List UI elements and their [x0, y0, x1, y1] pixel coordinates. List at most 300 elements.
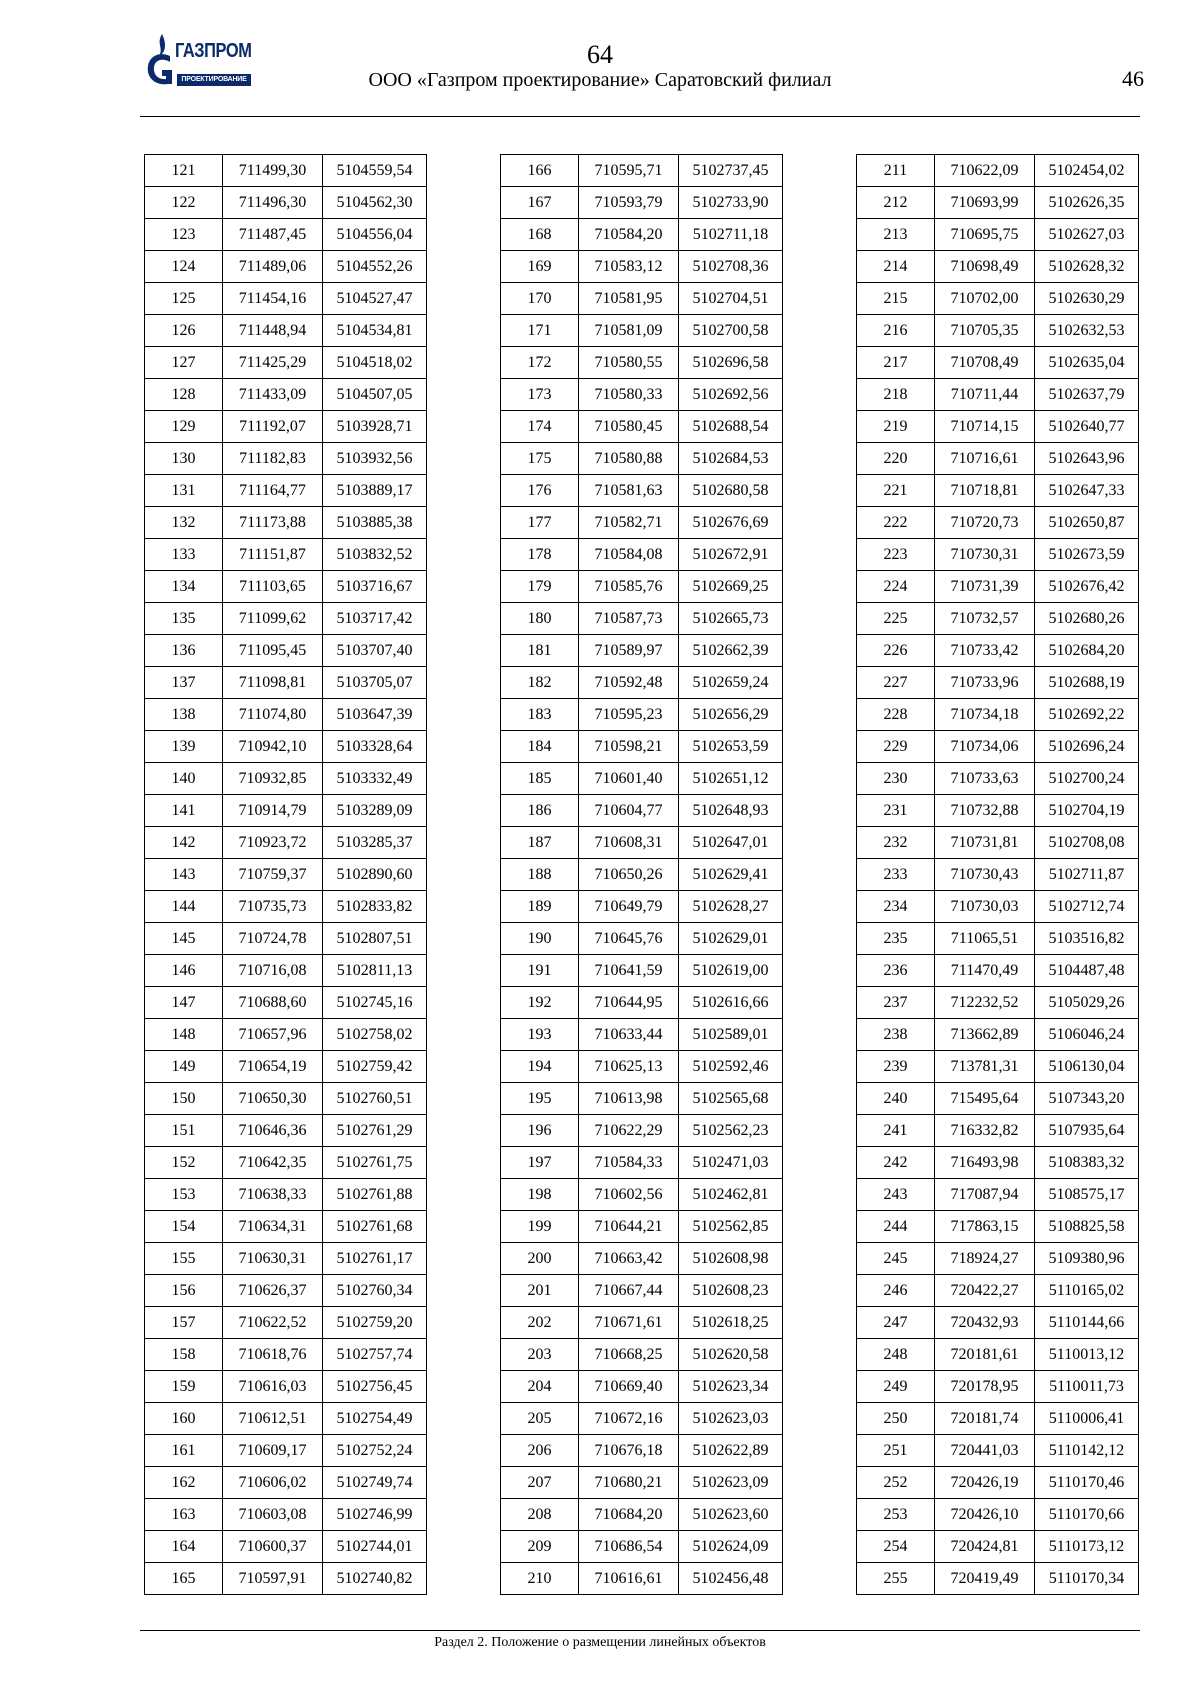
point-number-cell: 219 [857, 411, 935, 443]
x-coordinate-cell: 710593,79 [579, 187, 679, 219]
point-number-cell: 243 [857, 1179, 935, 1211]
y-coordinate-cell: 5110173,12 [1035, 1531, 1139, 1563]
table-row [857, 1307, 1139, 1339]
point-number-cell: 124 [145, 251, 223, 283]
point-number-cell: 218 [857, 379, 935, 411]
table-row [857, 731, 1139, 763]
x-coordinate-cell: 710582,71 [579, 507, 679, 539]
x-coordinate-cell: 710676,18 [579, 1435, 679, 1467]
x-coordinate-cell: 711489,06 [223, 251, 323, 283]
point-number-cell: 224 [857, 571, 935, 603]
point-number-cell: 200 [501, 1243, 579, 1275]
point-number-cell: 179 [501, 571, 579, 603]
x-coordinate-cell: 710601,40 [579, 763, 679, 795]
point-number-cell: 157 [145, 1307, 223, 1339]
x-coordinate-cell: 710606,02 [223, 1467, 323, 1499]
x-coordinate-cell: 710932,85 [223, 763, 323, 795]
x-coordinate-cell: 710597,91 [223, 1563, 323, 1595]
x-coordinate-cell: 716332,82 [935, 1115, 1035, 1147]
header-divider [140, 116, 1140, 117]
table-row [501, 1307, 783, 1339]
point-number-cell: 232 [857, 827, 935, 859]
y-coordinate-cell: 5102676,69 [679, 507, 783, 539]
x-coordinate-cell: 715495,64 [935, 1083, 1035, 1115]
y-coordinate-cell: 5102635,04 [1035, 347, 1139, 379]
x-coordinate-cell: 710603,08 [223, 1499, 323, 1531]
table-row [145, 1435, 427, 1467]
y-coordinate-cell: 5107935,64 [1035, 1115, 1139, 1147]
table-row [857, 1499, 1139, 1531]
x-coordinate-cell: 710711,44 [935, 379, 1035, 411]
table-row [145, 1275, 427, 1307]
y-coordinate-cell: 5102653,59 [679, 731, 783, 763]
y-coordinate-cell: 5103928,71 [323, 411, 427, 443]
y-coordinate-cell: 5110144,66 [1035, 1307, 1139, 1339]
table-row [857, 539, 1139, 571]
x-coordinate-cell: 710604,77 [579, 795, 679, 827]
x-coordinate-cell: 710630,31 [223, 1243, 323, 1275]
logo-wordmark: ГАЗПРОМ [175, 40, 252, 62]
x-coordinate-cell: 711065,51 [935, 923, 1035, 955]
x-coordinate-cell: 711151,87 [223, 539, 323, 571]
x-coordinate-cell: 720419,49 [935, 1563, 1035, 1595]
x-coordinate-cell: 720426,10 [935, 1499, 1035, 1531]
point-number-cell: 198 [501, 1179, 579, 1211]
y-coordinate-cell: 5102749,74 [323, 1467, 427, 1499]
point-number-cell: 167 [501, 187, 579, 219]
point-number-cell: 209 [501, 1531, 579, 1563]
y-coordinate-cell: 5103516,82 [1035, 923, 1139, 955]
x-coordinate-cell: 710626,37 [223, 1275, 323, 1307]
y-coordinate-cell: 5102680,26 [1035, 603, 1139, 635]
table-row [145, 571, 427, 603]
table-row [501, 795, 783, 827]
point-number-cell: 252 [857, 1467, 935, 1499]
y-coordinate-cell: 5110170,66 [1035, 1499, 1139, 1531]
point-number-cell: 234 [857, 891, 935, 923]
table-row [501, 1531, 783, 1563]
table-row [145, 763, 427, 795]
table-row [145, 539, 427, 571]
table-row [501, 1147, 783, 1179]
y-coordinate-cell: 5102626,35 [1035, 187, 1139, 219]
x-coordinate-cell: 710581,95 [579, 283, 679, 315]
x-coordinate-cell: 710644,21 [579, 1211, 679, 1243]
y-coordinate-cell: 5110142,12 [1035, 1435, 1139, 1467]
y-coordinate-cell: 5102700,24 [1035, 763, 1139, 795]
y-coordinate-cell: 5102454,02 [1035, 155, 1139, 187]
point-number-cell: 122 [145, 187, 223, 219]
table-row [501, 1051, 783, 1083]
x-coordinate-cell: 711192,07 [223, 411, 323, 443]
point-number-cell: 215 [857, 283, 935, 315]
point-number-cell: 249 [857, 1371, 935, 1403]
point-number-cell: 180 [501, 603, 579, 635]
y-coordinate-cell: 5103932,56 [323, 443, 427, 475]
x-coordinate-cell: 710671,61 [579, 1307, 679, 1339]
table-row [145, 1083, 427, 1115]
table-row [145, 603, 427, 635]
x-coordinate-cell: 710622,52 [223, 1307, 323, 1339]
table-row [857, 315, 1139, 347]
x-coordinate-cell: 710731,39 [935, 571, 1035, 603]
x-coordinate-cell: 710914,79 [223, 795, 323, 827]
table-row [501, 443, 783, 475]
point-number-cell: 141 [145, 795, 223, 827]
x-coordinate-cell: 711454,16 [223, 283, 323, 315]
y-coordinate-cell: 5102761,75 [323, 1147, 427, 1179]
x-coordinate-cell: 710608,31 [579, 827, 679, 859]
x-coordinate-cell: 710714,15 [935, 411, 1035, 443]
x-coordinate-cell: 710645,76 [579, 923, 679, 955]
table-row [501, 539, 783, 571]
x-coordinate-cell: 710693,99 [935, 187, 1035, 219]
x-coordinate-cell: 711182,83 [223, 443, 323, 475]
y-coordinate-cell: 5108575,17 [1035, 1179, 1139, 1211]
x-coordinate-cell: 710618,76 [223, 1339, 323, 1371]
y-coordinate-cell: 5102662,39 [679, 635, 783, 667]
table-row [145, 507, 427, 539]
table-row [145, 347, 427, 379]
x-coordinate-cell: 710622,29 [579, 1115, 679, 1147]
y-coordinate-cell: 5102651,12 [679, 763, 783, 795]
point-number-cell: 250 [857, 1403, 935, 1435]
point-number-cell: 241 [857, 1115, 935, 1147]
y-coordinate-cell: 5104552,26 [323, 251, 427, 283]
x-coordinate-cell: 710730,03 [935, 891, 1035, 923]
table-row [857, 667, 1139, 699]
x-coordinate-cell: 710634,31 [223, 1211, 323, 1243]
x-coordinate-cell: 710680,21 [579, 1467, 679, 1499]
sheet-number: 46 [1122, 66, 1144, 91]
table-row [501, 1083, 783, 1115]
table-row [145, 283, 427, 315]
table-row [857, 219, 1139, 251]
table-row [857, 1435, 1139, 1467]
y-coordinate-cell: 5103285,37 [323, 827, 427, 859]
point-number-cell: 133 [145, 539, 223, 571]
coordinates-table-2 [500, 154, 783, 1595]
x-coordinate-cell: 710718,81 [935, 475, 1035, 507]
y-coordinate-cell: 5110013,12 [1035, 1339, 1139, 1371]
point-number-cell: 204 [501, 1371, 579, 1403]
table-row [145, 859, 427, 891]
logo-subtitle: ПРОЕКТИРОВАНИЕ [177, 74, 251, 86]
table-row [501, 1499, 783, 1531]
x-coordinate-cell: 710733,42 [935, 635, 1035, 667]
y-coordinate-cell: 5103832,52 [323, 539, 427, 571]
point-number-cell: 248 [857, 1339, 935, 1371]
point-number-cell: 221 [857, 475, 935, 507]
x-coordinate-cell: 710686,54 [579, 1531, 679, 1563]
table-row [501, 283, 783, 315]
x-coordinate-cell: 710616,03 [223, 1371, 323, 1403]
point-number-cell: 206 [501, 1435, 579, 1467]
table-row [145, 187, 427, 219]
x-coordinate-cell: 720432,93 [935, 1307, 1035, 1339]
y-coordinate-cell: 5102708,08 [1035, 827, 1139, 859]
table-row [857, 635, 1139, 667]
table-row [501, 219, 783, 251]
point-number-cell: 216 [857, 315, 935, 347]
table-row [501, 411, 783, 443]
y-coordinate-cell: 5102684,20 [1035, 635, 1139, 667]
x-coordinate-cell: 710612,51 [223, 1403, 323, 1435]
x-coordinate-cell: 711098,81 [223, 667, 323, 699]
y-coordinate-cell: 5103647,39 [323, 699, 427, 731]
footer-divider [140, 1630, 1140, 1631]
table-row [857, 1179, 1139, 1211]
table-row [501, 251, 783, 283]
point-number-cell: 188 [501, 859, 579, 891]
y-coordinate-cell: 5102623,34 [679, 1371, 783, 1403]
point-number-cell: 161 [145, 1435, 223, 1467]
x-coordinate-cell: 710622,09 [935, 155, 1035, 187]
y-coordinate-cell: 5104518,02 [323, 347, 427, 379]
y-coordinate-cell: 5102630,29 [1035, 283, 1139, 315]
point-number-cell: 128 [145, 379, 223, 411]
y-coordinate-cell: 5102647,01 [679, 827, 783, 859]
point-number-cell: 184 [501, 731, 579, 763]
table-row [857, 1147, 1139, 1179]
point-number-cell: 239 [857, 1051, 935, 1083]
y-coordinate-cell: 5102680,58 [679, 475, 783, 507]
x-coordinate-cell: 710581,09 [579, 315, 679, 347]
y-coordinate-cell: 5102628,27 [679, 891, 783, 923]
page-number: 64 [587, 40, 613, 69]
table-row [857, 795, 1139, 827]
x-coordinate-cell: 711487,45 [223, 219, 323, 251]
x-coordinate-cell: 710613,98 [579, 1083, 679, 1115]
y-coordinate-cell: 5107343,20 [1035, 1083, 1139, 1115]
x-coordinate-cell: 710598,21 [579, 731, 679, 763]
y-coordinate-cell: 5102712,74 [1035, 891, 1139, 923]
x-coordinate-cell: 710584,33 [579, 1147, 679, 1179]
table-row [145, 1499, 427, 1531]
table-row [857, 251, 1139, 283]
point-number-cell: 193 [501, 1019, 579, 1051]
y-coordinate-cell: 5104507,05 [323, 379, 427, 411]
y-coordinate-cell: 5102757,74 [323, 1339, 427, 1371]
point-number-cell: 150 [145, 1083, 223, 1115]
y-coordinate-cell: 5102589,01 [679, 1019, 783, 1051]
table-row [857, 1275, 1139, 1307]
table-row [857, 1339, 1139, 1371]
table-row [145, 1179, 427, 1211]
table-row [501, 1243, 783, 1275]
y-coordinate-cell: 5110165,02 [1035, 1275, 1139, 1307]
table-row [145, 1403, 427, 1435]
x-coordinate-cell: 710585,76 [579, 571, 679, 603]
point-number-cell: 192 [501, 987, 579, 1019]
point-number-cell: 181 [501, 635, 579, 667]
point-number-cell: 131 [145, 475, 223, 507]
x-coordinate-cell: 710638,33 [223, 1179, 323, 1211]
point-number-cell: 149 [145, 1051, 223, 1083]
y-coordinate-cell: 5102565,68 [679, 1083, 783, 1115]
table-row [857, 859, 1139, 891]
point-number-cell: 195 [501, 1083, 579, 1115]
table-row [145, 955, 427, 987]
x-coordinate-cell: 710672,16 [579, 1403, 679, 1435]
table-row [857, 1243, 1139, 1275]
point-number-cell: 132 [145, 507, 223, 539]
table-row [857, 507, 1139, 539]
y-coordinate-cell: 5102761,29 [323, 1115, 427, 1147]
point-number-cell: 242 [857, 1147, 935, 1179]
table-row [145, 1115, 427, 1147]
table-row [857, 1371, 1139, 1403]
table-row [145, 731, 427, 763]
table-row [857, 1019, 1139, 1051]
x-coordinate-cell: 710584,20 [579, 219, 679, 251]
table-row [501, 763, 783, 795]
point-number-cell: 123 [145, 219, 223, 251]
point-number-cell: 185 [501, 763, 579, 795]
y-coordinate-cell: 5103328,64 [323, 731, 427, 763]
point-number-cell: 201 [501, 1275, 579, 1307]
y-coordinate-cell: 5102632,53 [1035, 315, 1139, 347]
y-coordinate-cell: 5102471,03 [679, 1147, 783, 1179]
y-coordinate-cell: 5102623,03 [679, 1403, 783, 1435]
x-coordinate-cell: 710602,56 [579, 1179, 679, 1211]
x-coordinate-cell: 711164,77 [223, 475, 323, 507]
point-number-cell: 152 [145, 1147, 223, 1179]
x-coordinate-cell: 720181,74 [935, 1403, 1035, 1435]
x-coordinate-cell: 710657,96 [223, 1019, 323, 1051]
y-coordinate-cell: 5102744,01 [323, 1531, 427, 1563]
point-number-cell: 227 [857, 667, 935, 699]
x-coordinate-cell: 710716,61 [935, 443, 1035, 475]
table-row [857, 955, 1139, 987]
y-coordinate-cell: 5102456,48 [679, 1563, 783, 1595]
point-number-cell: 129 [145, 411, 223, 443]
x-coordinate-cell: 710716,08 [223, 955, 323, 987]
point-number-cell: 171 [501, 315, 579, 347]
point-number-cell: 163 [145, 1499, 223, 1531]
x-coordinate-cell: 720424,81 [935, 1531, 1035, 1563]
point-number-cell: 177 [501, 507, 579, 539]
point-number-cell: 170 [501, 283, 579, 315]
point-number-cell: 197 [501, 1147, 579, 1179]
x-coordinate-cell: 710583,12 [579, 251, 679, 283]
table-row [501, 891, 783, 923]
y-coordinate-cell: 5104562,30 [323, 187, 427, 219]
table-row [501, 923, 783, 955]
y-coordinate-cell: 5102752,24 [323, 1435, 427, 1467]
x-coordinate-cell: 711095,45 [223, 635, 323, 667]
y-coordinate-cell: 5102620,58 [679, 1339, 783, 1371]
x-coordinate-cell: 710580,45 [579, 411, 679, 443]
table-row [501, 1211, 783, 1243]
table-row [501, 379, 783, 411]
point-number-cell: 194 [501, 1051, 579, 1083]
table-row [501, 859, 783, 891]
x-coordinate-cell: 710580,33 [579, 379, 679, 411]
y-coordinate-cell: 5104534,81 [323, 315, 427, 347]
x-coordinate-cell: 710581,63 [579, 475, 679, 507]
table-row [501, 667, 783, 699]
y-coordinate-cell: 5102623,60 [679, 1499, 783, 1531]
point-number-cell: 173 [501, 379, 579, 411]
x-coordinate-cell: 710942,10 [223, 731, 323, 763]
y-coordinate-cell: 5102623,09 [679, 1467, 783, 1499]
x-coordinate-cell: 710650,26 [579, 859, 679, 891]
y-coordinate-cell: 5102759,42 [323, 1051, 427, 1083]
point-number-cell: 220 [857, 443, 935, 475]
table-row [145, 891, 427, 923]
point-number-cell: 199 [501, 1211, 579, 1243]
table-row [857, 411, 1139, 443]
point-number-cell: 228 [857, 699, 935, 731]
table-row [501, 315, 783, 347]
table-row [857, 987, 1139, 1019]
x-coordinate-cell: 710663,42 [579, 1243, 679, 1275]
table-row [857, 155, 1139, 187]
table-row [145, 1531, 427, 1563]
point-number-cell: 213 [857, 219, 935, 251]
table-row [857, 1211, 1139, 1243]
y-coordinate-cell: 5102688,54 [679, 411, 783, 443]
x-coordinate-cell: 711499,30 [223, 155, 323, 187]
point-number-cell: 205 [501, 1403, 579, 1435]
point-number-cell: 186 [501, 795, 579, 827]
point-number-cell: 203 [501, 1339, 579, 1371]
y-coordinate-cell: 5110011,73 [1035, 1371, 1139, 1403]
table-row [145, 379, 427, 411]
table-row [501, 1435, 783, 1467]
table-row [145, 827, 427, 859]
y-coordinate-cell: 5102890,60 [323, 859, 427, 891]
x-coordinate-cell: 710633,44 [579, 1019, 679, 1051]
y-coordinate-cell: 5102688,19 [1035, 667, 1139, 699]
point-number-cell: 223 [857, 539, 935, 571]
y-coordinate-cell: 5102761,17 [323, 1243, 427, 1275]
x-coordinate-cell: 720441,03 [935, 1435, 1035, 1467]
y-coordinate-cell: 5102669,25 [679, 571, 783, 603]
x-coordinate-cell: 718924,27 [935, 1243, 1035, 1275]
x-coordinate-cell: 711099,62 [223, 603, 323, 635]
x-coordinate-cell: 710730,43 [935, 859, 1035, 891]
table-row [501, 1179, 783, 1211]
y-coordinate-cell: 5102628,32 [1035, 251, 1139, 283]
point-number-cell: 226 [857, 635, 935, 667]
x-coordinate-cell: 710668,25 [579, 1339, 679, 1371]
table-row [145, 795, 427, 827]
table-row [145, 1243, 427, 1275]
table-row [857, 187, 1139, 219]
table-row [145, 1307, 427, 1339]
table-row [857, 283, 1139, 315]
point-number-cell: 136 [145, 635, 223, 667]
point-number-cell: 175 [501, 443, 579, 475]
y-coordinate-cell: 5102619,00 [679, 955, 783, 987]
x-coordinate-cell: 710734,06 [935, 731, 1035, 763]
point-number-cell: 125 [145, 283, 223, 315]
x-coordinate-cell: 710695,75 [935, 219, 1035, 251]
x-coordinate-cell: 710732,57 [935, 603, 1035, 635]
table-row [501, 1403, 783, 1435]
point-number-cell: 245 [857, 1243, 935, 1275]
y-coordinate-cell: 5102737,45 [679, 155, 783, 187]
x-coordinate-cell: 710646,36 [223, 1115, 323, 1147]
table-row [145, 923, 427, 955]
point-number-cell: 187 [501, 827, 579, 859]
y-coordinate-cell: 5104556,04 [323, 219, 427, 251]
y-coordinate-cell: 5103332,49 [323, 763, 427, 795]
x-coordinate-cell: 711074,80 [223, 699, 323, 731]
x-coordinate-cell: 716493,98 [935, 1147, 1035, 1179]
